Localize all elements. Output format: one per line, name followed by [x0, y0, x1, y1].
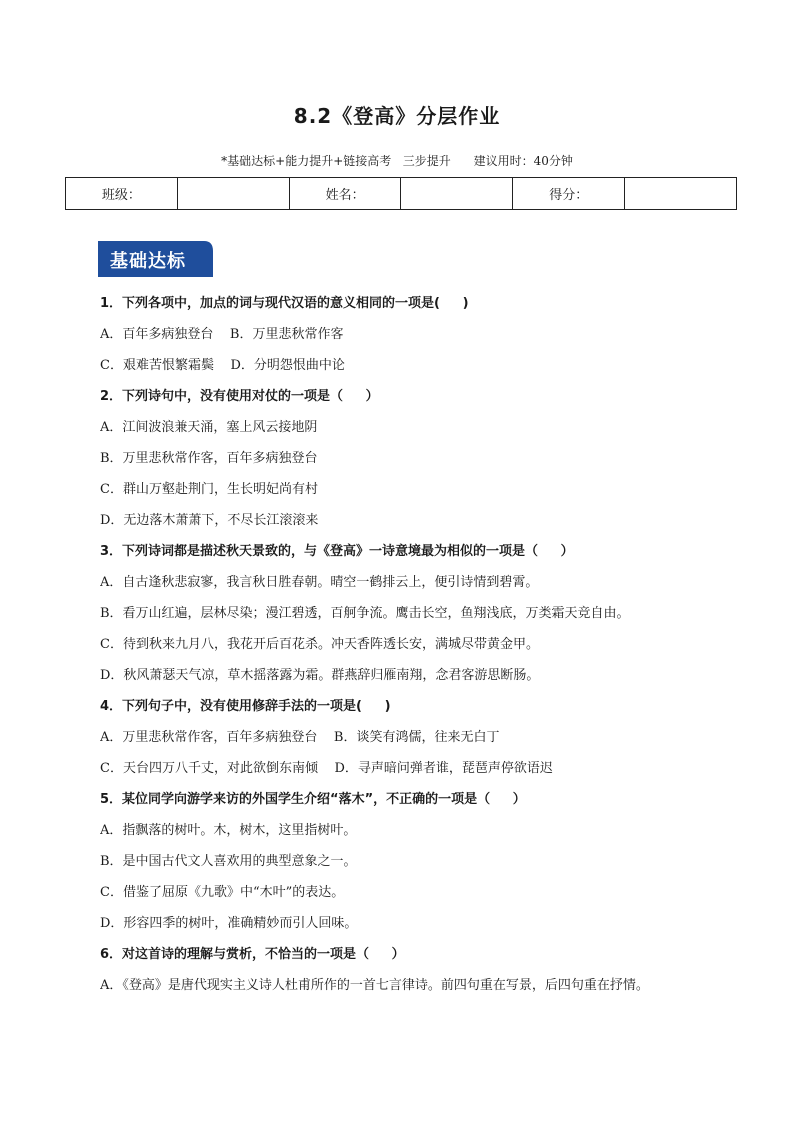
question-option: A．自古逢秋悲寂寥，我言秋日胜春朝。晴空一鹤排云上，便引诗情到碧霄。 — [100, 575, 539, 590]
question-option: B．万里悲秋常作客，百年多病独登台 — [100, 451, 318, 466]
class-label: 班级： — [66, 178, 178, 210]
question-5 — [100, 784, 740, 939]
class-field[interactable] — [177, 178, 289, 210]
question-option: C．天台四万八千丈，对此欲倒东南倾 D．寻声暗问弹者谁，琵琶声停欲语迟 — [100, 761, 553, 776]
question-option: A．万里悲秋常作客，百年多病独登台 B．谈笑有鸿儒，往来无白丁 — [100, 730, 500, 745]
question-option: A．《登高》是唐代现实主义诗人杜甫所作的一首七言律诗。前四句重在写景，后四句重在抒情。 — [100, 978, 649, 993]
page-title: 8.2《登高》分层作业 — [293, 104, 501, 128]
question-option: C．借鉴了屈原《九歌》中“木叶”的表达。 — [100, 885, 345, 900]
question-stem: 6．对这首诗的理解与赏析，不恰当的一项是（ ） — [100, 947, 405, 962]
question-4 — [100, 691, 740, 784]
question-stem: 5．某位同学向游学来访的外国学生介绍“落木”，不正确的一项是（ ） — [100, 792, 526, 807]
question-option: D．秋风萧瑟天气凉，草木摇落露为霜。群燕辞归雁南翔，念君客游思断肠。 — [100, 668, 540, 683]
question-option: B．看万山红遍，层林尽染；漫江碧透，百舸争流。鹰击长空，鱼翔浅底，万类霜天竞自由。 — [100, 606, 630, 621]
student-info-table — [65, 177, 737, 210]
question-option: A．江间波浪兼天涌，塞上风云接地阴 — [100, 420, 318, 435]
question-stem: 1．下列各项中，加点的词与现代汉语的意义相同的一项是( ) — [100, 296, 469, 311]
question-option: C．群山万壑赴荆门，生长明妃尚有村 — [100, 482, 318, 497]
question-option: C．艰难苦恨繁霜鬓 D．分明怨恨曲中论 — [100, 358, 345, 373]
question-option: B．是中国古代文人喜欢用的典型意象之一。 — [100, 854, 357, 869]
question-option: A．百年多病独登台 B．万里悲秋常作客 — [100, 327, 344, 342]
question-stem: 2．下列诗句中，没有使用对仗的一项是（ ） — [100, 389, 379, 404]
name-label: 姓名： — [289, 178, 401, 210]
score-label: 得分： — [513, 178, 625, 210]
question-option: C．待到秋来九月八，我花开后百花杀。冲天香阵透长安，满城尽带黄金甲。 — [100, 637, 539, 652]
question-option: A．指飘落的树叶。木，树木，这里指树叶。 — [100, 823, 357, 838]
question-6 — [100, 939, 740, 1001]
name-field[interactable] — [401, 178, 513, 210]
section-title: 基础达标 — [110, 251, 186, 272]
question-1 — [100, 288, 740, 381]
question-3 — [100, 536, 740, 691]
question-stem: 3．下列诗词都是描述秋天景致的，与《登高》一诗意境最为相似的一项是（ ） — [100, 544, 574, 559]
question-2 — [100, 381, 740, 536]
question-option: D．无边落木萧萧下，不尽长江滚滚来 — [100, 513, 319, 528]
question-stem: 4．下列句子中，没有使用修辞手法的一项是( ) — [100, 699, 391, 714]
question-option: D．形容四季的树叶，准确精妙而引人回味。 — [100, 916, 358, 931]
section-banner — [98, 241, 213, 277]
score-field[interactable] — [625, 178, 737, 210]
page-subtitle: *基础达标+能力提升+链接高考 三步提升 建议用时：40分钟 — [221, 154, 573, 168]
question-list — [100, 288, 740, 1001]
